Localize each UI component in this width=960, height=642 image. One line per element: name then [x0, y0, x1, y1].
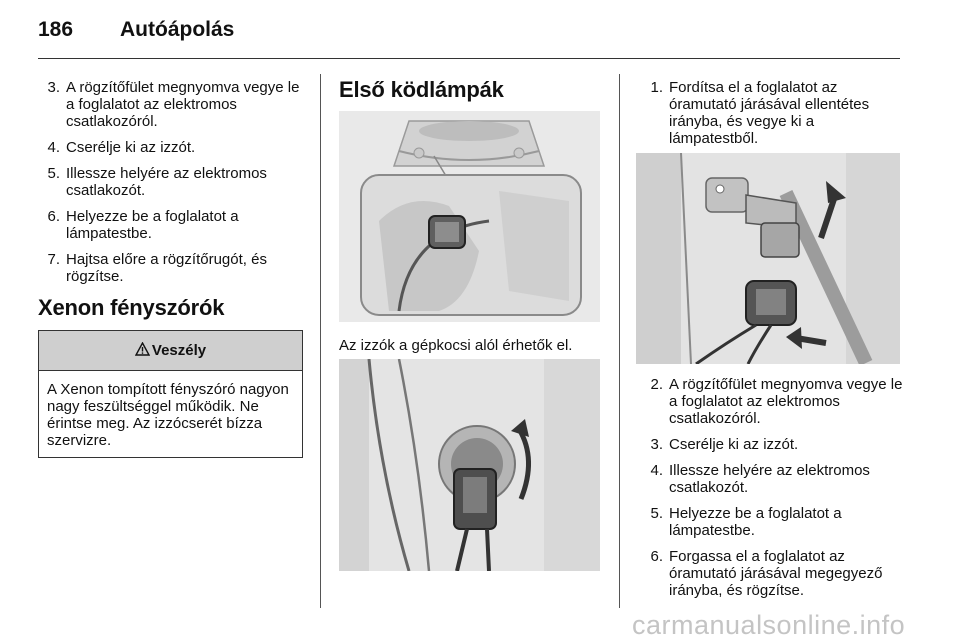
- header-divider: [38, 58, 900, 59]
- list-item: 4. Illessze helyére az elektromos csatlakozót.: [650, 462, 870, 496]
- list-item: 2. A rögzítőfület megnyomva vegye le a foglalatot az elektromos csatlakozóról.: [650, 376, 903, 427]
- page-title: Autóápolás: [120, 18, 235, 41]
- steps-list-column3-bottom: [641, 376, 903, 608]
- list-item: 5. Helyezze be a foglalatot a lámpatestbe.: [650, 505, 842, 539]
- warning-box: [38, 330, 303, 458]
- fog-lamp-location-illustration: [339, 111, 600, 322]
- list-item: 7. Hajtsa előre a rögzítőrugót, és rögzítse.: [47, 251, 267, 285]
- warning-label: Veszély: [151, 342, 207, 359]
- list-item: 1. Fordítsa el a foglalatot az óramutató járásával ellentétes irányba, és vegye ki a lámpatestből.: [650, 79, 870, 147]
- list-item: 4. Cserélje ki az izzót.: [47, 139, 196, 156]
- warning-header: [39, 331, 302, 371]
- fog-lamp-caption: Az izzók a gépkocsi alól érhetők el.: [339, 337, 573, 354]
- list-item: 5. Illessze helyére az elektromos csatlakozót.: [47, 165, 267, 199]
- page-header: [38, 18, 234, 48]
- section-title-xenon: Xenon fényszórók: [38, 295, 225, 320]
- list-item: 6. Forgassa el a foglalatot az óramutató járásával megegyező irányba, és rögzítse.: [650, 548, 883, 599]
- list-item: 6. Helyezze be a foglalatot a lámpatestbe.: [47, 208, 239, 242]
- list-item: 3. Cserélje ki az izzót.: [650, 436, 799, 453]
- warning-triangle-icon: [135, 342, 150, 360]
- column-divider-1: [320, 74, 321, 608]
- section-title-fog-lamps: Első ködlámpák: [339, 77, 504, 102]
- list-item: 3. A rögzítőfület megnyomva vegye le a foglalatot az elektromos csatlakozóról.: [47, 79, 300, 130]
- column-divider-2: [619, 74, 620, 608]
- warning-text: A Xenon tompított fényszóró nagyon nagy feszültséggel működik. Ne érintse meg. Az izzócserét bízza szervizre.: [47, 381, 289, 449]
- watermark: carmanualsonline.info: [632, 610, 906, 640]
- bulb-removal-illustration: [636, 153, 900, 364]
- page-number: 186: [38, 18, 74, 41]
- steps-list-column1: [38, 79, 303, 294]
- fog-lamp-socket-rotation-illustration: [339, 359, 600, 571]
- steps-list-column3-top: [641, 79, 903, 156]
